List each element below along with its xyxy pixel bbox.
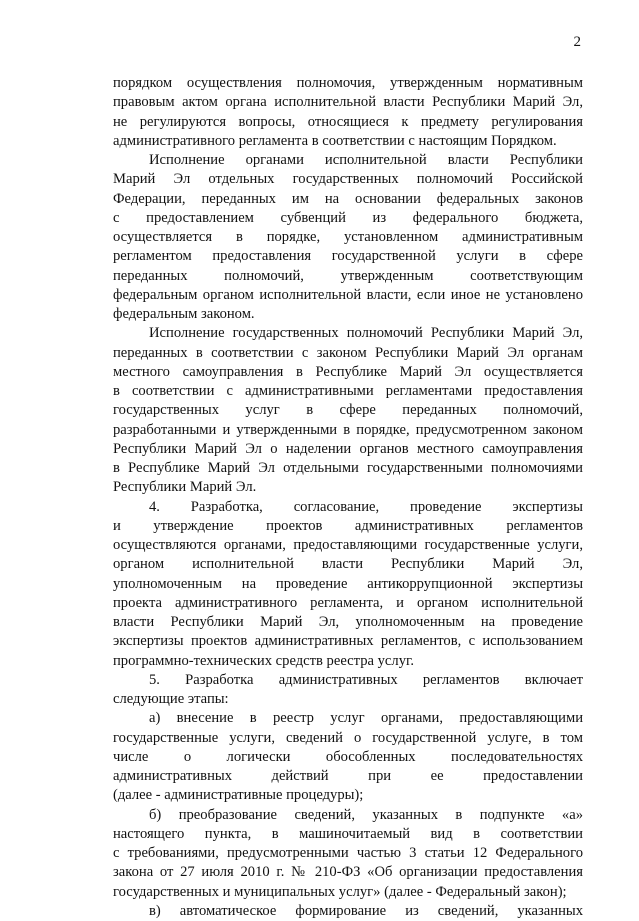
text-line: и утверждение проектов административных регламентов [113,517,583,534]
text-line: в) автоматическое формирование из сведений, указанных [149,902,583,919]
text-line: разработанными и утвержденными в порядке, предусмотренном законом [113,421,583,438]
text-line: Федерации, переданных им на основании федеральных законов [113,190,583,207]
text-line: с предоставлением субвенций из федерального бюджета, [113,209,583,226]
text-line: переданных в соответствии с законом Республики Марий Эл органам [113,344,583,361]
text-line: государственные услуги, сведений о государственной услуге, в том [113,729,583,746]
text-line: (далее - административные процедуры); [113,787,364,804]
text-line: федеральным законом. [113,306,255,322]
paragraph [113,671,583,710]
text-line: органом исполнительной власти Республики Марий Эл, [113,556,583,573]
text-line: с требованиями, предусмотренными частью 3 статьи 12 Федерального [113,845,583,861]
text-line: Республики Марий Эл. [113,479,257,496]
text-line: 5. Разработка административных регламентов включает [149,671,583,688]
text-line: экспертизы проектов административных регламентов, с использованием [113,633,583,650]
paragraph [113,498,583,671]
text-line: а) внесение в реестр услуг органами, предоставляющими [149,710,583,727]
text-line: государственных услуг в сфере переданных полномочий, [113,402,583,419]
text-line: не регулируются вопросы, относящиеся к предмету регулирования [113,113,583,130]
paragraph [113,324,583,497]
text-line: Марий Эл отдельных государственных полномочий Российской [113,171,583,188]
text-line: переданных полномочий, утвержденным соответствующим [113,267,583,284]
text-line: осуществляется в порядке, установленном административным [113,229,583,245]
text-line: порядком осуществления полномочия, утвержденным нормативным [113,75,583,91]
text-line: проекта административного регламента, и органом исполнительной [113,594,583,611]
text-line: административного регламента в соответствии с настоящим Порядком. [113,132,557,149]
text-line: числе о логически обособленных последовательностях [113,748,583,765]
text-line: следующие этапы: [113,691,229,707]
text-line: в Республике Марий Эл отдельными государственными полномочиями [113,460,583,476]
text-line: программно-технических средств реестра услуг. [113,652,414,669]
text-line: в соответствии с административными регламентами предоставления [113,383,583,399]
text-line: Исполнение государственных полномочий Республики Марий Эл, [149,325,583,342]
paragraph [113,709,583,805]
text-line: уполномоченным на проведение антикоррупционной экспертизы [113,575,583,592]
text-line: 4. Разработка, согласование, проведение экспертизы [149,498,583,515]
paragraph [113,74,583,151]
text-line: настоящего пункта, в машиночитаемый вид в соответствии [113,825,583,842]
text-line: б) преобразование сведений, указанных в подпункте «а» [149,806,583,823]
text-line: закона от 27 июля 2010 г. № 210-ФЗ «Об организации предоставления [113,864,583,881]
text-line: федеральным органом исполнительной власти, если иное не установлено [113,286,583,303]
text-line: осуществляются органами, предоставляющими государственные услуги, [113,537,583,553]
paragraph [113,806,583,902]
document-body [113,74,583,921]
text-line: правовым актом органа исполнительной власти Республики Марий Эл, [113,94,583,111]
text-line: местного самоуправления в Республике Марий Эл осуществляется [113,363,583,380]
text-line: административных действий при ее предоставлении [113,768,583,784]
text-line: Исполнение органами исполнительной власти Республики [149,152,583,168]
text-line: регламентом предоставления государственной услуги в сфере [113,248,583,265]
paragraph [113,151,583,324]
text-line: государственных и муниципальных услуг» (далее - Федеральный закон); [113,883,567,900]
text-line: власти Республики Марий Эл, уполномоченным на проведение [113,614,583,630]
text-line: Республики Марий Эл о наделении органов местного самоуправления [113,440,583,457]
page-number: 2 [573,34,581,50]
